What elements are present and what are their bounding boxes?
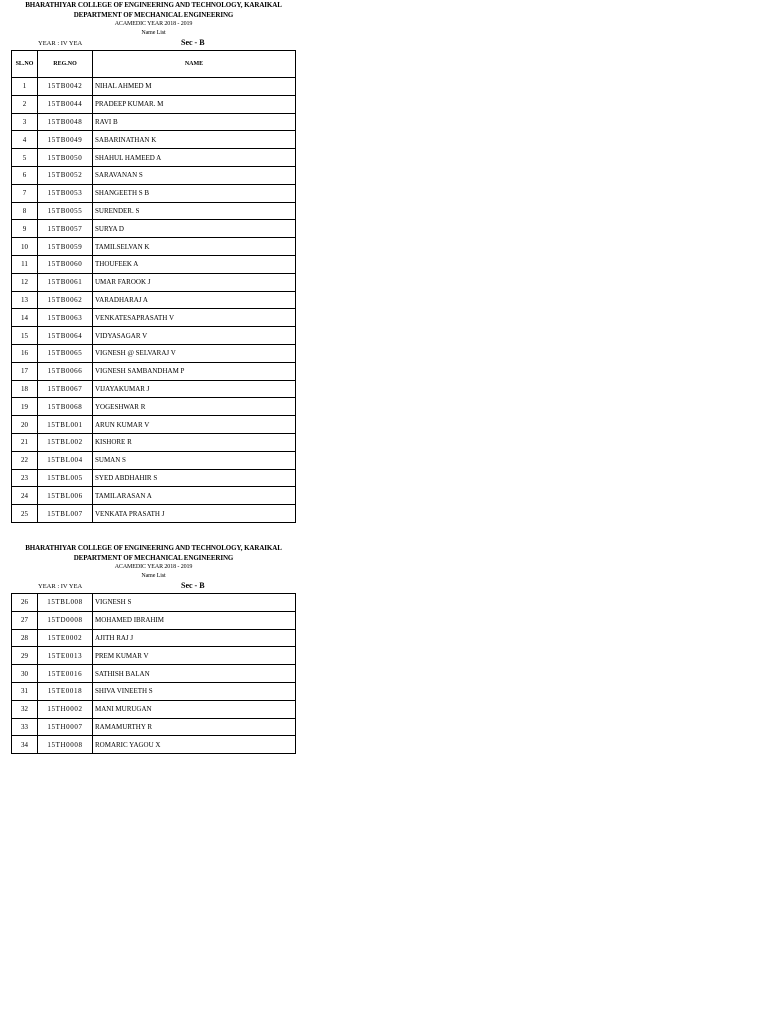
- table-row: [12, 700, 296, 718]
- table-row: [12, 273, 296, 291]
- name-cell: VIJAYAKUMAR J: [93, 380, 296, 398]
- table-row: [12, 469, 296, 487]
- list-title: Name List: [141, 30, 166, 36]
- table-row: [12, 149, 296, 167]
- sl-cell: 9: [12, 220, 38, 238]
- section-label: Sec - B: [181, 38, 205, 47]
- sl-cell: 19: [12, 398, 38, 416]
- sl-cell: 29: [12, 647, 38, 665]
- name-cell: KISHORE R: [93, 433, 296, 451]
- reg-no-cell: 15TBL006: [38, 487, 93, 505]
- name-cell: RAVI B: [93, 113, 296, 131]
- table-row: [12, 131, 296, 149]
- reg-no-cell: 15TH0008: [38, 736, 93, 754]
- reg-no-cell: 15TB0044: [38, 95, 93, 113]
- table-row: [12, 238, 296, 256]
- sl-cell: 12: [12, 273, 38, 291]
- year-section-line: [11, 581, 296, 593]
- name-cell: ARUN KUMAR V: [93, 416, 296, 434]
- sl-cell: 34: [12, 736, 38, 754]
- name-cell: VENKATESAPRASATH V: [93, 309, 296, 327]
- name-cell: UMAR FAROOK J: [93, 273, 296, 291]
- sl-cell: 18: [12, 380, 38, 398]
- reg-no-cell: 15TB0053: [38, 184, 93, 202]
- name-cell: VENKATA PRASATH J: [93, 505, 296, 523]
- sl-cell: 7: [12, 184, 38, 202]
- sl-cell: 1: [12, 78, 38, 96]
- name-cell: VIGNESH @ SELVARAJ V: [93, 344, 296, 362]
- name-cell: NIHAL AHMED M: [93, 78, 296, 96]
- reg-no-cell: 15TBL008: [38, 594, 93, 612]
- year-section-line: [11, 38, 296, 50]
- table-row: [12, 344, 296, 362]
- reg-no-cell: 15TB0061: [38, 273, 93, 291]
- table-row: [12, 202, 296, 220]
- sl-cell: 2: [12, 95, 38, 113]
- academic-year: ACAMEDIC YEAR 2018 - 2019: [114, 21, 193, 27]
- name-cell: AJITH RAJ J: [93, 629, 296, 647]
- sl-cell: 10: [12, 238, 38, 256]
- reg-no-cell: 15TB0057: [38, 220, 93, 238]
- table-row: [12, 505, 296, 523]
- reg-no-cell: 15TB0063: [38, 309, 93, 327]
- reg-no-cell: 15TH0002: [38, 700, 93, 718]
- year-label: YEAR : IV YEA: [38, 40, 83, 47]
- sl-cell: 4: [12, 131, 38, 149]
- reg-no-cell: 15TE0016: [38, 665, 93, 683]
- name-cell: ROMARIC YAGOU X: [93, 736, 296, 754]
- sl-cell: 25: [12, 505, 38, 523]
- table-row: [12, 487, 296, 505]
- name-cell: TAMILSELVAN K: [93, 238, 296, 256]
- sl-cell: 3: [12, 113, 38, 131]
- table-row: [12, 184, 296, 202]
- sl-cell: 21: [12, 433, 38, 451]
- sl-cell: 28: [12, 629, 38, 647]
- student-table: [11, 50, 296, 523]
- reg-no-cell: 15TBL007: [38, 505, 93, 523]
- table-row: [12, 362, 296, 380]
- department-title: DEPARTMENT OF MECHANICAL ENGINEERING: [73, 554, 234, 562]
- reg-no-cell: 15TB0062: [38, 291, 93, 309]
- table-row: [12, 327, 296, 345]
- col-header-slno: SL.NO: [12, 51, 38, 78]
- name-cell: VIGNESH SAMBANDHAM P: [93, 362, 296, 380]
- col-header-name: NAME: [93, 51, 296, 78]
- table-row: [12, 95, 296, 113]
- table-row: [12, 665, 296, 683]
- sl-cell: 27: [12, 611, 38, 629]
- year-label: YEAR : IV YEA: [38, 583, 83, 590]
- section-label: Sec - B: [181, 581, 205, 590]
- reg-no-cell: 15TBL001: [38, 416, 93, 434]
- name-cell: PRADEEP KUMAR. M: [93, 95, 296, 113]
- student-table: [11, 593, 296, 754]
- table-row: [12, 594, 296, 612]
- sl-cell: 15: [12, 327, 38, 345]
- table-row: [12, 736, 296, 754]
- sl-cell: 23: [12, 469, 38, 487]
- name-cell: SURENDER. S: [93, 202, 296, 220]
- college-title: BHARATHIYAR COLLEGE OF ENGINEERING AND TECHNOLOGY, KARAIKAL: [25, 1, 282, 9]
- reg-no-cell: 15TB0067: [38, 380, 93, 398]
- reg-no-cell: 15TB0052: [38, 166, 93, 184]
- name-cell: MOHAMED IBRAHIM: [93, 611, 296, 629]
- reg-no-cell: 15TB0042: [38, 78, 93, 96]
- reg-no-cell: 15TD0008: [38, 611, 93, 629]
- reg-no-cell: 15TB0049: [38, 131, 93, 149]
- table-row: [12, 255, 296, 273]
- reg-no-cell: 15TB0055: [38, 202, 93, 220]
- table-row: [12, 416, 296, 434]
- sl-cell: 30: [12, 665, 38, 683]
- sl-cell: 16: [12, 344, 38, 362]
- name-cell: SHAHUL HAMEED A: [93, 149, 296, 167]
- name-cell: RAMAMURTHY R: [93, 718, 296, 736]
- name-cell: THOUFEEK A: [93, 255, 296, 273]
- sl-cell: 14: [12, 309, 38, 327]
- sl-cell: 17: [12, 362, 38, 380]
- table-row: [12, 433, 296, 451]
- name-cell: SUMAN S: [93, 451, 296, 469]
- name-cell: SHANGEETH S B: [93, 184, 296, 202]
- reg-no-cell: 15TBL004: [38, 451, 93, 469]
- table-row: [12, 451, 296, 469]
- table-row: [12, 380, 296, 398]
- table-row: [12, 718, 296, 736]
- sl-cell: 26: [12, 594, 38, 612]
- reg-no-cell: 15TE0018: [38, 682, 93, 700]
- reg-no-cell: 15TBL002: [38, 433, 93, 451]
- reg-no-cell: 15TH0007: [38, 718, 93, 736]
- sl-cell: 8: [12, 202, 38, 220]
- reg-no-cell: 15TB0066: [38, 362, 93, 380]
- name-cell: MANI MURUGAN: [93, 700, 296, 718]
- sl-cell: 13: [12, 291, 38, 309]
- reg-no-cell: 15TB0048: [38, 113, 93, 131]
- reg-no-cell: 15TE0002: [38, 629, 93, 647]
- name-cell: TAMILARASAN A: [93, 487, 296, 505]
- sl-cell: 31: [12, 682, 38, 700]
- sl-cell: 11: [12, 255, 38, 273]
- name-cell: SATHISH BALAN: [93, 665, 296, 683]
- sl-cell: 33: [12, 718, 38, 736]
- reg-no-cell: 15TBL005: [38, 469, 93, 487]
- col-header-regno: REG.NO: [38, 51, 93, 78]
- name-cell: PREM KUMAR V: [93, 647, 296, 665]
- name-cell: YOGESHWAR R: [93, 398, 296, 416]
- table-header-row: [12, 51, 296, 78]
- table-row: [12, 647, 296, 665]
- reg-no-cell: 15TB0059: [38, 238, 93, 256]
- name-list-sheet-1: [11, 0, 296, 523]
- department-title: DEPARTMENT OF MECHANICAL ENGINEERING: [73, 11, 234, 19]
- reg-no-cell: 15TB0064: [38, 327, 93, 345]
- reg-no-cell: 15TB0060: [38, 255, 93, 273]
- sl-cell: 22: [12, 451, 38, 469]
- name-cell: SYED ABDHAHIR S: [93, 469, 296, 487]
- table-row: [12, 398, 296, 416]
- reg-no-cell: 15TB0050: [38, 149, 93, 167]
- sl-cell: 5: [12, 149, 38, 167]
- table-row: [12, 220, 296, 238]
- name-cell: SURYA D: [93, 220, 296, 238]
- reg-no-cell: 15TE0013: [38, 647, 93, 665]
- college-title: BHARATHIYAR COLLEGE OF ENGINEERING AND TECHNOLOGY, KARAIKAL: [25, 544, 282, 552]
- reg-no-cell: 15TB0068: [38, 398, 93, 416]
- name-cell: SHIVA VINEETH S: [93, 682, 296, 700]
- sl-cell: 6: [12, 166, 38, 184]
- name-cell: SARAVANAN S: [93, 166, 296, 184]
- sl-cell: 24: [12, 487, 38, 505]
- table-row: [12, 113, 296, 131]
- table-row: [12, 682, 296, 700]
- list-title: Name List: [141, 573, 166, 579]
- academic-year: ACAMEDIC YEAR 2018 - 2019: [114, 564, 193, 570]
- name-cell: VIDYASAGAR V: [93, 327, 296, 345]
- table-row: [12, 309, 296, 327]
- reg-no-cell: 15TB0065: [38, 344, 93, 362]
- table-row: [12, 78, 296, 96]
- table-row: [12, 629, 296, 647]
- sl-cell: 32: [12, 700, 38, 718]
- name-cell: SABARINATHAN K: [93, 131, 296, 149]
- table-row: [12, 166, 296, 184]
- name-cell: VIGNESH S: [93, 594, 296, 612]
- name-cell: VARADHARAJ A: [93, 291, 296, 309]
- table-row: [12, 291, 296, 309]
- table-row: [12, 611, 296, 629]
- name-list-sheet-2: [11, 543, 296, 754]
- sl-cell: 20: [12, 416, 38, 434]
